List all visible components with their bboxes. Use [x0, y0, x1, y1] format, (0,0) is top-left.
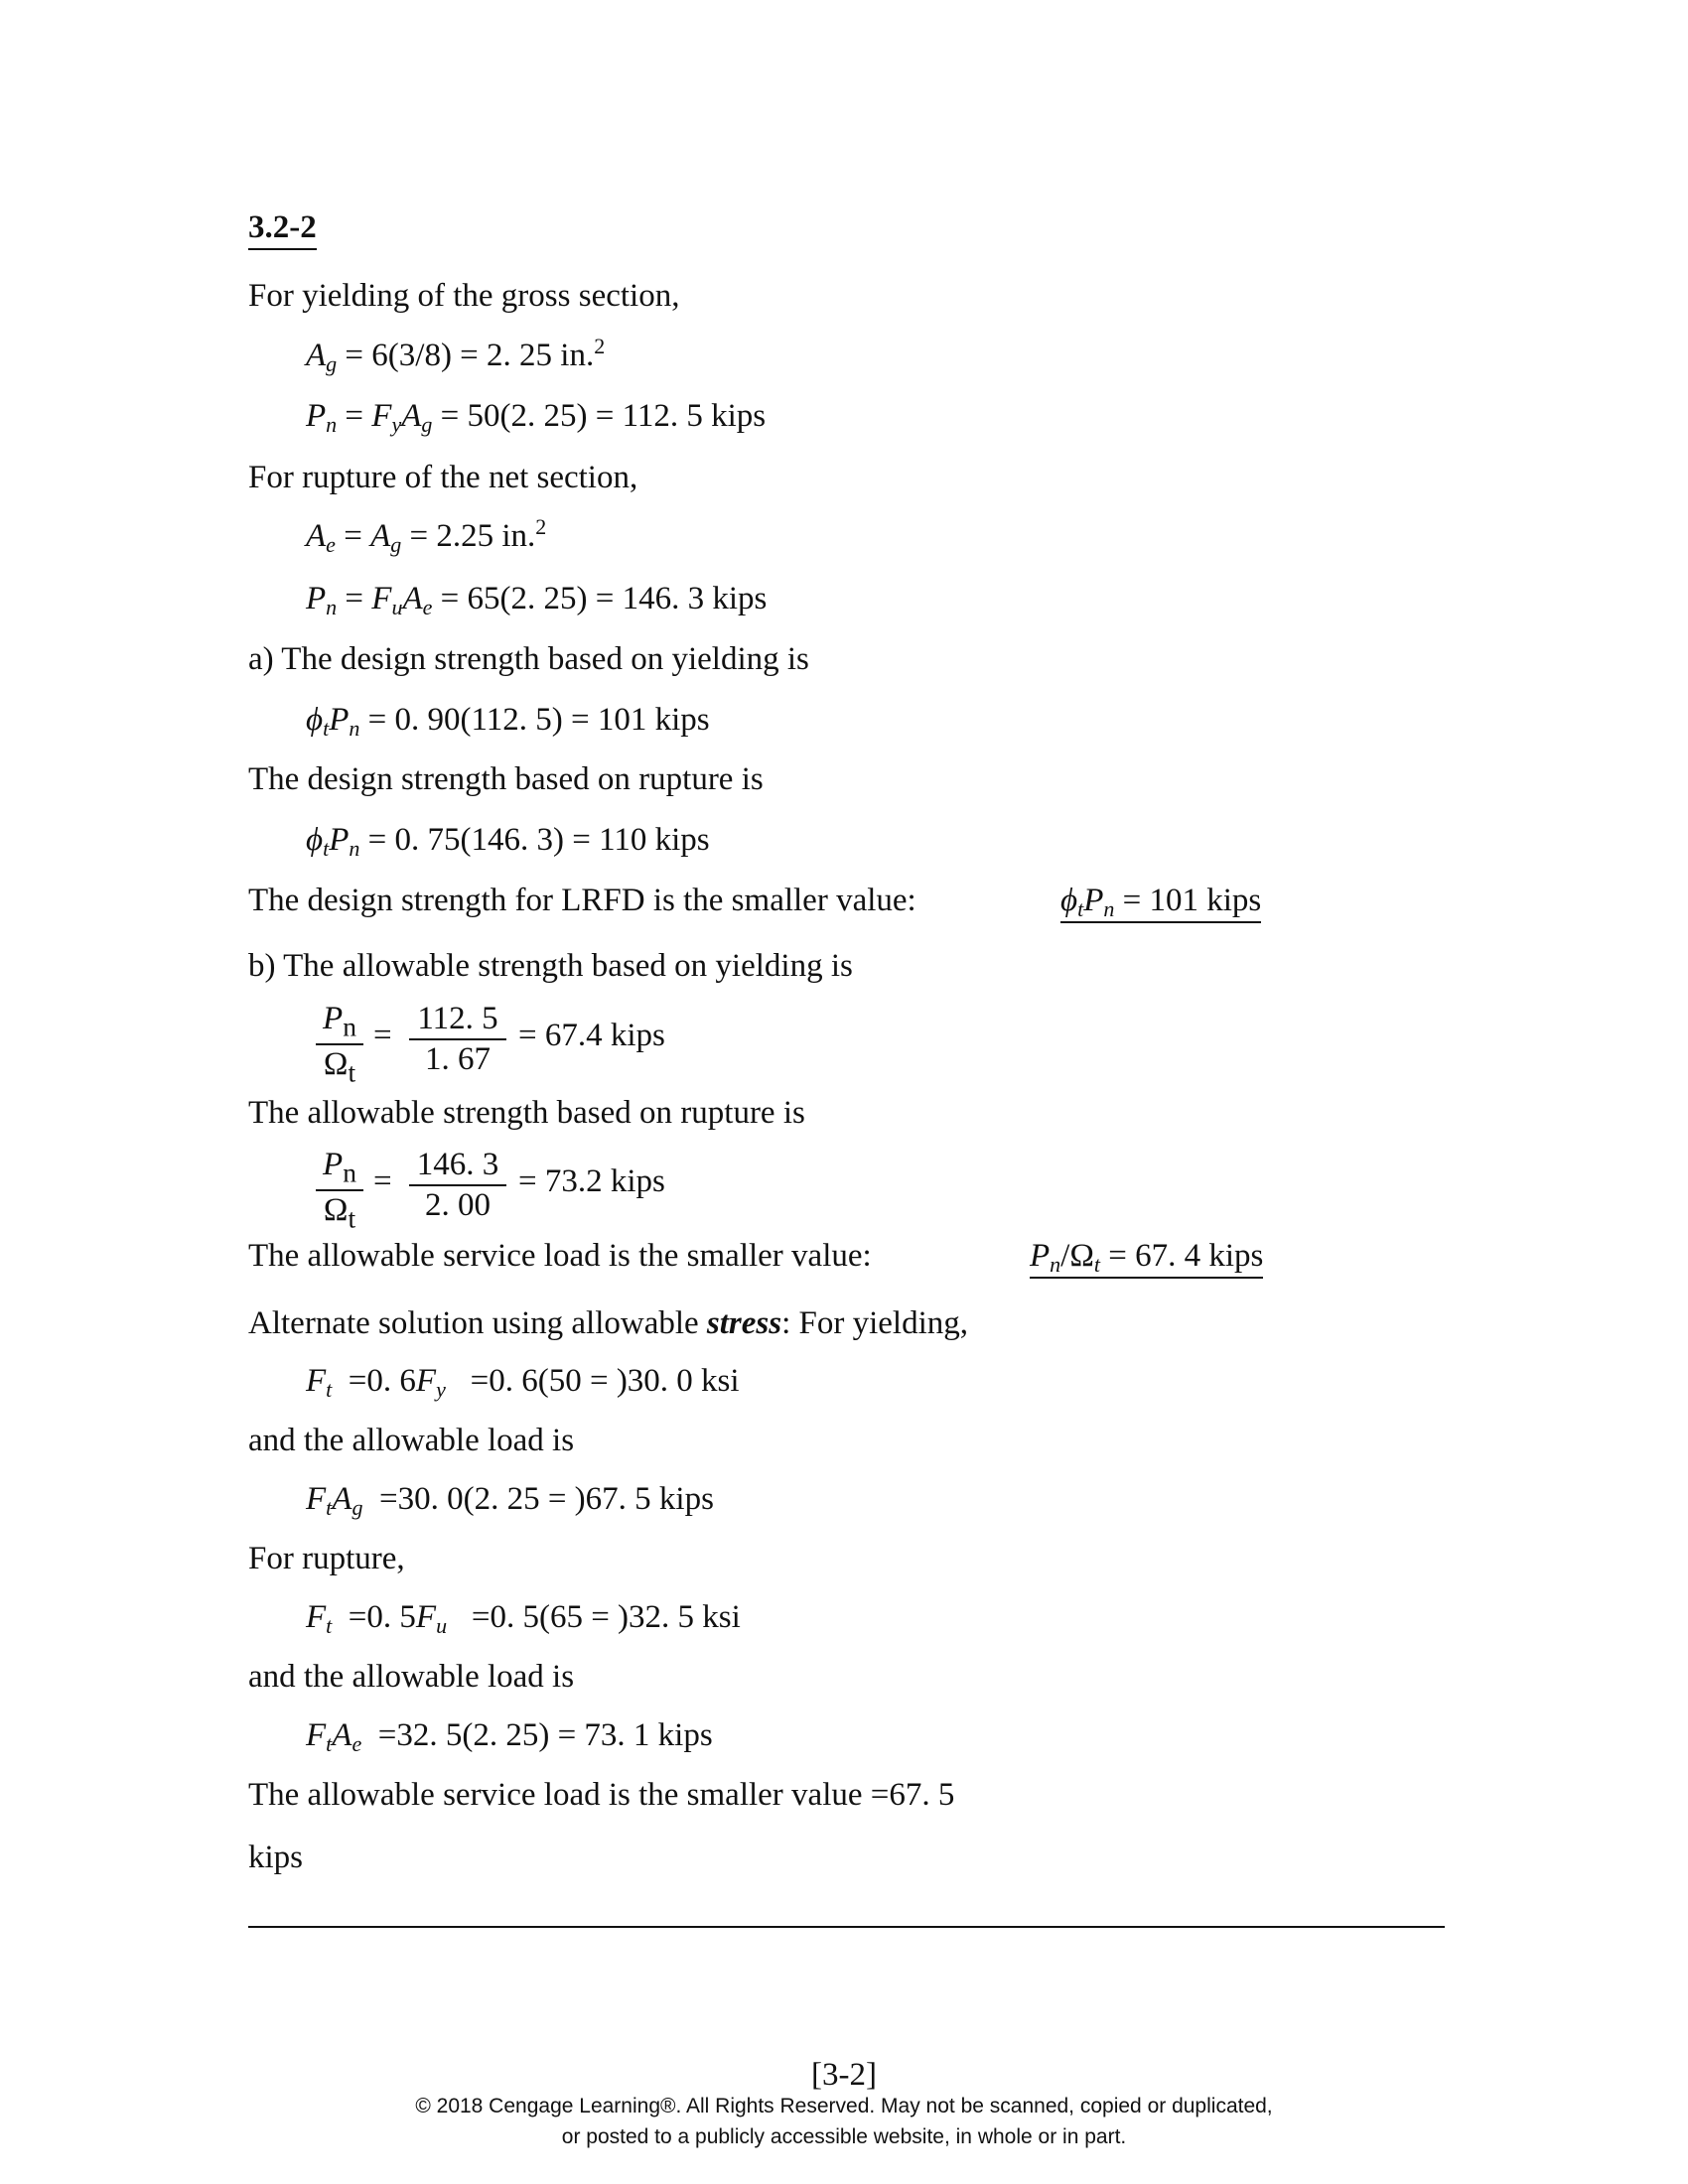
- alternate-solution-text: Alternate solution using allowable stress: For yielding,: [248, 1305, 969, 1341]
- equation-design-rupture-value: = 0. 75(146. 3) = 110 kips: [367, 822, 710, 858]
- equation-gross-area-value: = 6(3/8) = 2. 25 in.: [345, 338, 595, 373]
- fraction-rupture-denominator: 2. 00: [425, 1187, 491, 1223]
- intro-rupture-text: For rupture of the net section,: [248, 460, 638, 495]
- equals-sign: =: [373, 1018, 392, 1053]
- part-a-text: a) The design strength based on yielding is: [248, 641, 809, 677]
- allowable-load-text: and the allowable load is: [248, 1423, 575, 1458]
- equation-ft-yield-value: =0. 6(50 = )30. 0 ksi: [470, 1363, 740, 1399]
- asd-result-value: = 67. 4 kips: [1108, 1238, 1264, 1274]
- section-divider: [248, 1926, 1445, 1928]
- asd-result: $P_n/\Omega_t = 67$. 4 kips: [1030, 1238, 1264, 1277]
- allowable-load-text: and the allowable load is: [248, 1659, 575, 1695]
- copyright-line-2: or posted to a publicly accessible website, in whole or in part.: [561, 2125, 1127, 2148]
- lrfd-text: The design strength for LRFD is the smaller value:: [248, 883, 916, 918]
- fraction-yield-denominator: 1. 67: [425, 1041, 491, 1077]
- design-rupture-text: The design strength based on rupture is: [248, 761, 764, 797]
- equation-effective-area: $A_e = A_g = 2.25$ in.$^2$: [306, 514, 547, 557]
- fraction-rupture-values: [409, 1149, 506, 1222]
- equation-ft-ag: $F_tA_g =30$. 0(2. 25 = )67. 5 kips: [306, 1481, 714, 1520]
- equals-sign: =: [373, 1163, 392, 1199]
- equation-design-yield: $\phi_tP_n = 0$. 90(112. 5) = 101 kips: [306, 702, 710, 741]
- rupture-text: For rupture,: [248, 1541, 405, 1576]
- allowable-yield-result: = 67.4 kips: [518, 1018, 665, 1053]
- equation-ft-ae: $F_tA_e =32$. 5(2. 25) = 73. 1 kips: [306, 1717, 713, 1756]
- lrfd-result: $\phi_tP_n = 101$ kips: [1060, 883, 1262, 921]
- equation-nominal-yield-value: = 50(2. 25) = 112. 5 kips: [440, 398, 767, 434]
- equation-ft-rupture-value: =0. 5(65 = )32. 5 ksi: [471, 1599, 741, 1635]
- copyright-line-1: © 2018 Cengage Learning®. All Rights Reserved. May not be scanned, copied or duplicated,: [415, 2095, 1273, 2117]
- final-result-units: kips: [248, 1840, 304, 1875]
- equation-nominal-rupture: $P_n = F_uA_e = 65(2$. 25) = 146. 3 kips: [306, 581, 768, 619]
- allowable-rupture-result: = 73.2 kips: [518, 1163, 665, 1199]
- problem-number: 3.2-2: [248, 211, 317, 244]
- equation-ft-ae-value: =32. 5(2. 25) = 73. 1 kips: [377, 1717, 713, 1753]
- fraction-pn-omega-rupture: $\frac{P_n}{\Omega_t}$: [316, 1149, 363, 1232]
- page-number: [3-2]: [811, 2057, 877, 2093]
- equation-nominal-rupture-value: = 65(2. 25) = 146. 3 kips: [440, 581, 768, 616]
- fraction-yield-numerator: 112. 5: [409, 1003, 506, 1040]
- allow-rupture-text: The allowable strength based on rupture is: [248, 1095, 805, 1131]
- part-b-text: b) The allowable strength based on yielding is: [248, 948, 853, 984]
- equation-ft-ag-value: =30. 0(2. 25 = )67. 5 kips: [378, 1481, 714, 1517]
- final-result-text: The allowable service load is the smaller value =67. 5: [248, 1777, 955, 1813]
- equation-ft-rupture: $F_t =0$. $5F_u$ =0. 5(65 = )32. 5 ksi: [306, 1599, 741, 1638]
- lrfd-result-value: = 101 kips: [1122, 883, 1262, 918]
- equation-ft-yield: $F_t =0$. $6F_y$ =0. 6(50 = )30. 0 ksi: [306, 1363, 740, 1402]
- fraction-rupture-numerator: 146. 3: [409, 1149, 506, 1186]
- equation-design-rupture: $\phi_tP_n = 0$. 75(146. 3) = 110 kips: [306, 822, 710, 861]
- equation-nominal-yield: $P_n = F_yA_g = 50(2$. 25) = 112. 5 kips: [306, 398, 767, 437]
- asd-text: The allowable service load is the smaller value:: [248, 1238, 872, 1274]
- equation-effective-area-value: = 2.25 in.: [409, 518, 536, 554]
- fraction-yield-values: [409, 1003, 506, 1076]
- fraction-pn-omega-yield: $\frac{P_n}{\Omega_t}$: [316, 1003, 363, 1086]
- equation-design-yield-value: = 0. 90(112. 5) = 101 kips: [367, 702, 710, 738]
- intro-yield-text: For yielding of the gross section,: [248, 278, 680, 314]
- equation-gross-area: $A_g = 6(3/8) = 2$. 25 in.$^2$: [306, 334, 606, 376]
